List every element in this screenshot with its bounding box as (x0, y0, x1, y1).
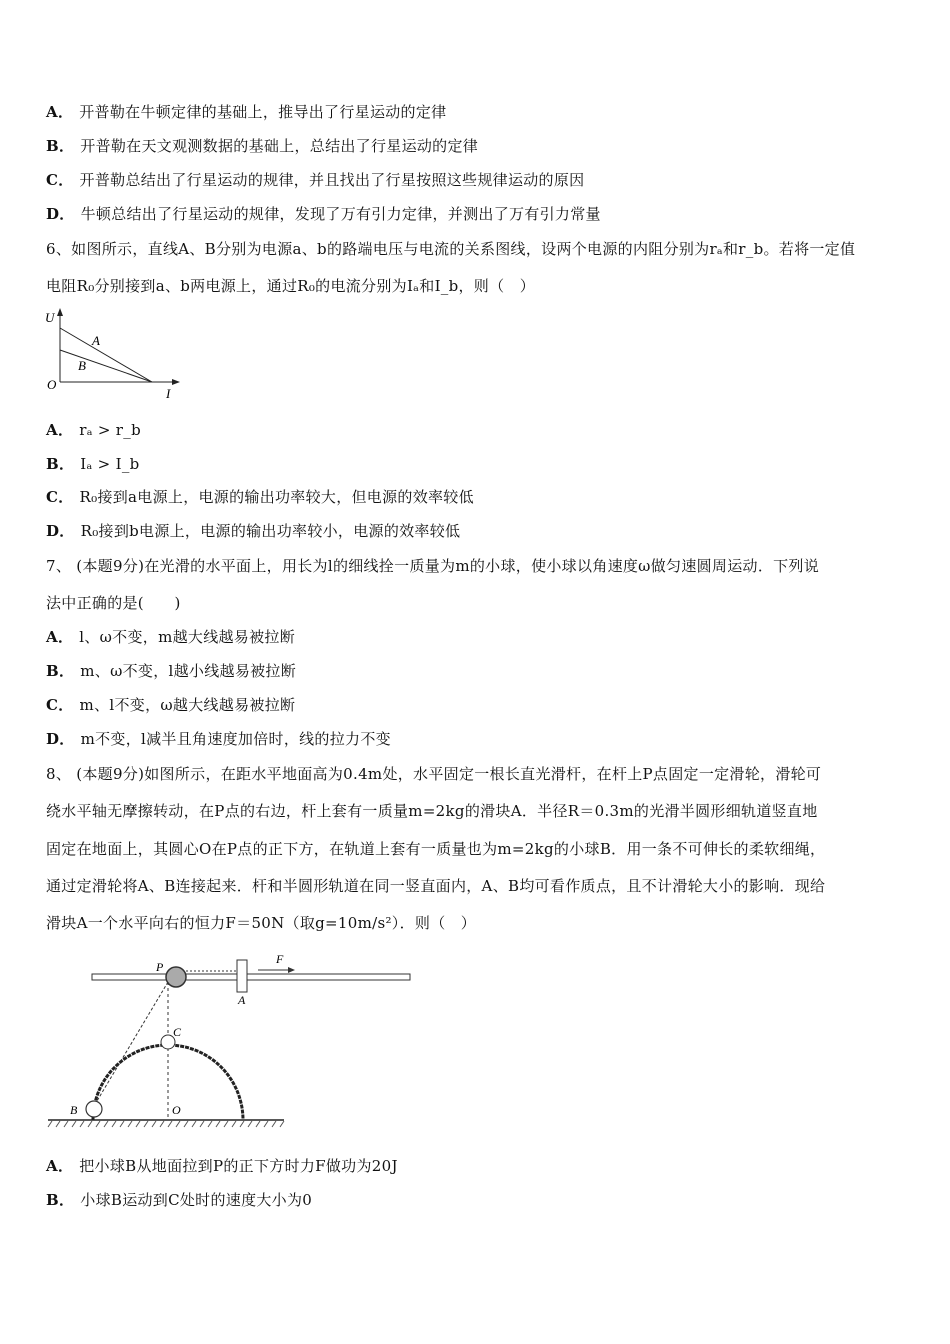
q8-stem-line-4: 通过定滑轮将A、B连接起来．杆和半圆形轨道在同一竖直面内，A、B均可看作质点，且不计滑轮大小的影响．现给 (46, 877, 826, 895)
ground-hatching (48, 1121, 284, 1127)
q7-option-c (46, 694, 908, 716)
origin-label: O (47, 377, 57, 392)
option-label: C． (46, 488, 74, 506)
option-label: D． (46, 522, 75, 540)
q5-option-d (46, 203, 908, 225)
q6-stem-line-2: 电阻R₀分别接到a、b两电源上，通过R₀的电流分别为Iₐ和I_b，则（ ） (46, 277, 536, 295)
option-text: Iₐ > I_b (80, 455, 140, 473)
option-text: R₀接到a电源上，电源的输出功率较大，但电源的效率较低 (79, 488, 474, 506)
axis-u-label: U (45, 310, 55, 325)
option-label: B． (46, 662, 75, 680)
option-label: A． (46, 421, 74, 439)
option-label: B． (46, 455, 75, 473)
label-p: P (156, 960, 164, 974)
option-label: C． (46, 696, 74, 714)
label-b: B (70, 1103, 78, 1117)
q8-stem-line-3: 固定在地面上，其圆心O在P点的正下方，在轨道上套有一质量也为m=2kg的小球B．用一条不可伸长的柔软细绳， (46, 840, 826, 858)
q8-stem-line-1: 8、 (本题9分)如图所示，在距水平地面高为0.4m处，水平固定一根长直光滑杆，在杆上P点固定一定滑轮，滑轮可 (46, 765, 822, 783)
option-label: A． (46, 1157, 74, 1175)
force-arrow-icon (288, 967, 295, 973)
option-text: l、ω不变，m越大线越易被拉断 (79, 628, 296, 646)
label-a: A (238, 993, 246, 1007)
option-text: 开普勒总结出了行星运动的规律，并且找出了行星按照这些规律运动的原因 (79, 171, 585, 189)
option-label: D． (46, 730, 75, 748)
q8-option-a (46, 1155, 908, 1177)
option-text: R₀接到b电源上，电源的输出功率较小，电源的效率较低 (80, 522, 461, 540)
q7-stem-line-1: 7、 (本题9分)在光滑的水平面上，用长为l的细线拴一质量为m的小球，使小球以角速度ω做匀速圆周运动．下列说 (46, 557, 820, 575)
label-f: F (276, 952, 284, 966)
q7-option-b (46, 660, 908, 682)
option-label: A． (46, 628, 74, 646)
q6-option-c (46, 486, 908, 508)
option-text: 小球B运动到C处时的速度大小为0 (80, 1191, 313, 1209)
q7-option-a (46, 626, 908, 648)
option-label: D． (46, 205, 75, 223)
q6-option-a (46, 419, 908, 441)
option-text: m、l不变，ω越大线越易被拉断 (79, 696, 296, 714)
option-label: B． (46, 137, 75, 155)
option-text: m不变，l减半且角速度加倍时，线的拉力不变 (80, 730, 391, 748)
q6-stem-line-1: 6、如图所示，直线A、B分别为电源a、b的路端电压与电流的关系图线，设两个电源的内阻分别为rₐ和r_b。若将一定值 (46, 240, 856, 258)
u-axis-arrow-icon (57, 308, 63, 316)
line-a-label: A (92, 333, 100, 348)
option-text: 开普勒在牛顿定律的基础上，推导出了行星运动的定律 (79, 103, 447, 121)
option-label: B． (46, 1191, 75, 1209)
slider-a (237, 960, 247, 992)
option-text: 开普勒在天文观测数据的基础上，总结出了行星运动的定律 (80, 137, 479, 155)
i-axis-arrow-icon (172, 379, 180, 385)
line-b-label: B (78, 358, 86, 373)
q6-option-b (46, 453, 908, 475)
q5-option-a (46, 101, 908, 123)
option-text: 牛顿总结出了行星运动的规律，发现了万有引力定律，并测出了万有引力常量 (80, 205, 601, 223)
q6-ui-graph (40, 306, 190, 402)
q8-stem-line-5: 滑块A一个水平向右的恒力F＝50N（取g=10m/s²）．则（ ） (46, 914, 477, 932)
rope-p-b (94, 982, 168, 1106)
horizontal-rod (92, 974, 410, 980)
q7-stem-line-2: 法中正确的是( ) (46, 594, 181, 612)
label-o: O (172, 1103, 181, 1117)
label-c: C (173, 1025, 182, 1039)
option-text: 把小球B从地面拉到P的正下方时力F做功为20J (79, 1157, 398, 1175)
q6-option-d (46, 520, 908, 542)
option-text: m、ω不变，l越小线越易被拉断 (80, 662, 297, 680)
q8-option-b (46, 1189, 908, 1211)
q8-stem-line-2: 绕水平轴无摩擦转动，在P点的右边，杆上套有一质量m=2kg的滑块A．半径R＝0.3m的光滑半圆形细轨道竖直地 (46, 802, 818, 820)
axis-i-label: I (166, 386, 171, 401)
q5-option-c (46, 169, 908, 191)
ball-b (86, 1101, 102, 1117)
q7-option-d (46, 728, 908, 750)
option-label: C． (46, 171, 74, 189)
q5-option-b (46, 135, 908, 157)
pulley-p (166, 967, 186, 987)
option-text: rₐ > r_b (79, 421, 141, 439)
q8-pulley-figure (44, 946, 416, 1132)
option-label: A． (46, 103, 74, 121)
